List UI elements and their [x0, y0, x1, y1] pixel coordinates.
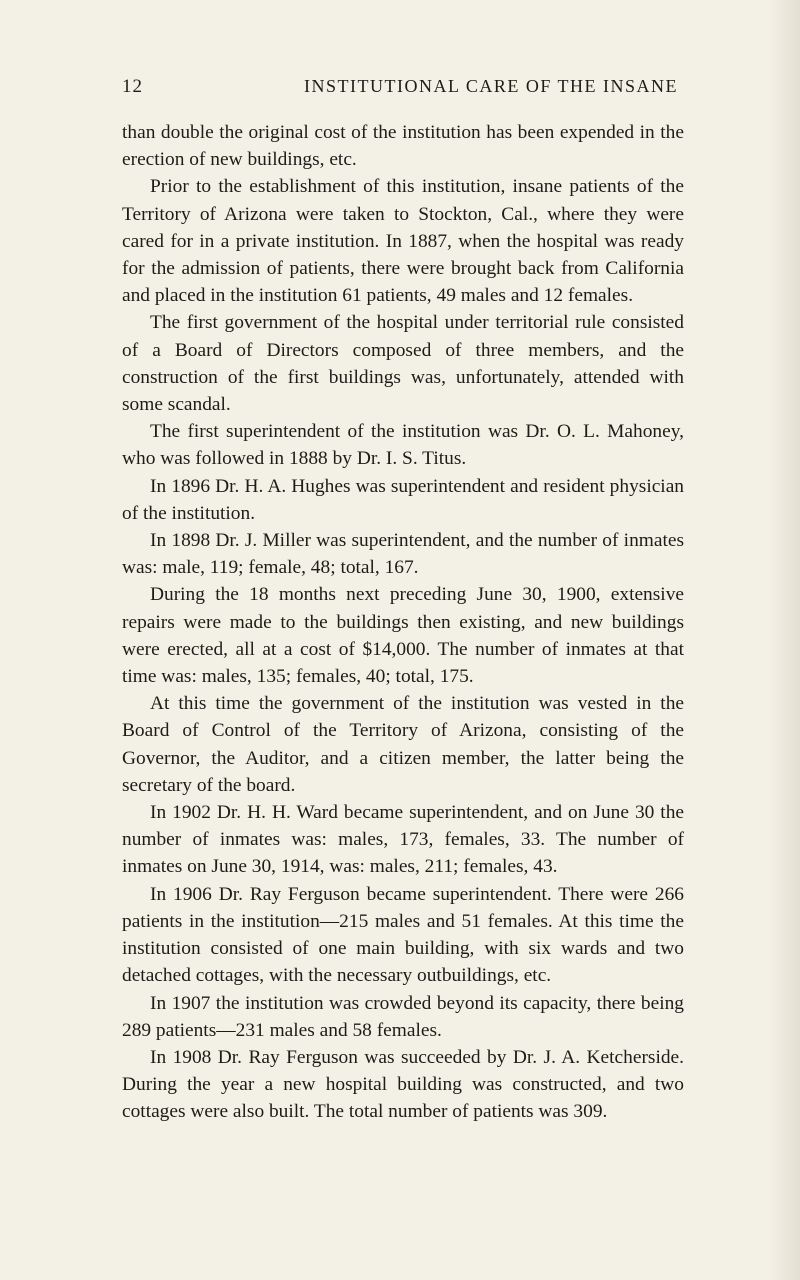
paragraph: In 1907 the institution was crowded beyond its capacity, there being 289 patients—231 males and 58 females.	[122, 992, 684, 1041]
page-edge-shadow	[770, 0, 800, 1280]
paragraph: In 1898 Dr. J. Miller was superintendent, and the number of inmates was: male, 119; female, 48; total, 167.	[122, 530, 684, 579]
paragraph: At this time the government of the institution was vested in the Board of Control of the Territory of Arizona, consisting of the Governor, the Auditor, and a citizen member, the latter being the secretary of the board.	[122, 693, 684, 796]
paragraph: Prior to the establishment of this institution, insane patients of the Territory of Arizona were taken to Stockton, Cal., where they were cared for in a private institution. In 1887, when the hospital was ready for the admission of patients, there were brought back from California and placed in the institution 61 patients, 49 males and 12 females.	[122, 176, 684, 307]
paragraph: In 1896 Dr. H. A. Hughes was superintendent and resident physician of the institution.	[122, 475, 684, 524]
page-number: 12	[122, 76, 143, 97]
paragraph: In 1908 Dr. Ray Ferguson was succeeded by Dr. J. A. Ketcherside. During the year a new hospital building was constructed, and two cottages were also built. The total number of patients was 309.	[122, 1046, 684, 1123]
paragraph: The first superintendent of the institution was Dr. O. L. Mahoney, who was followed in 1888 by Dr. I. S. Titus.	[122, 421, 684, 470]
paragraph: than double the original cost of the institution has been expended in the erection of new buildings, etc.	[122, 122, 684, 171]
paragraph: The first government of the hospital under territorial rule consisted of a Board of Directors composed of three members, and the construction of the first buildings was, unfortunately, attended with some scandal.	[122, 312, 684, 416]
paragraph: During the 18 months next preceding June 30, 1900, extensive repairs were made to the buildings then existing, and new buildings were erected, all at a cost of $14,000. The number of inmates at that time was: males, 135; females, 40; total, 175.	[122, 584, 684, 688]
running-title: INSTITUTIONAL CARE OF THE INSANE	[304, 76, 678, 96]
paragraph: In 1902 Dr. H. H. Ward became superintendent, and on June 30 the number of inmates was: males, 173, females, 33. The number of inmates on June 30, 1914, was: males, 211; females, 43.	[122, 802, 684, 878]
running-head	[122, 76, 678, 102]
body-text	[122, 119, 684, 1126]
paragraph: In 1906 Dr. Ray Ferguson became superintendent. There were 266 patients in the institution—215 males and 51 females. At this time the institution consisted of one main building, with six wards and two detached cottages, with the necessary outbuildings, etc.	[122, 883, 684, 987]
